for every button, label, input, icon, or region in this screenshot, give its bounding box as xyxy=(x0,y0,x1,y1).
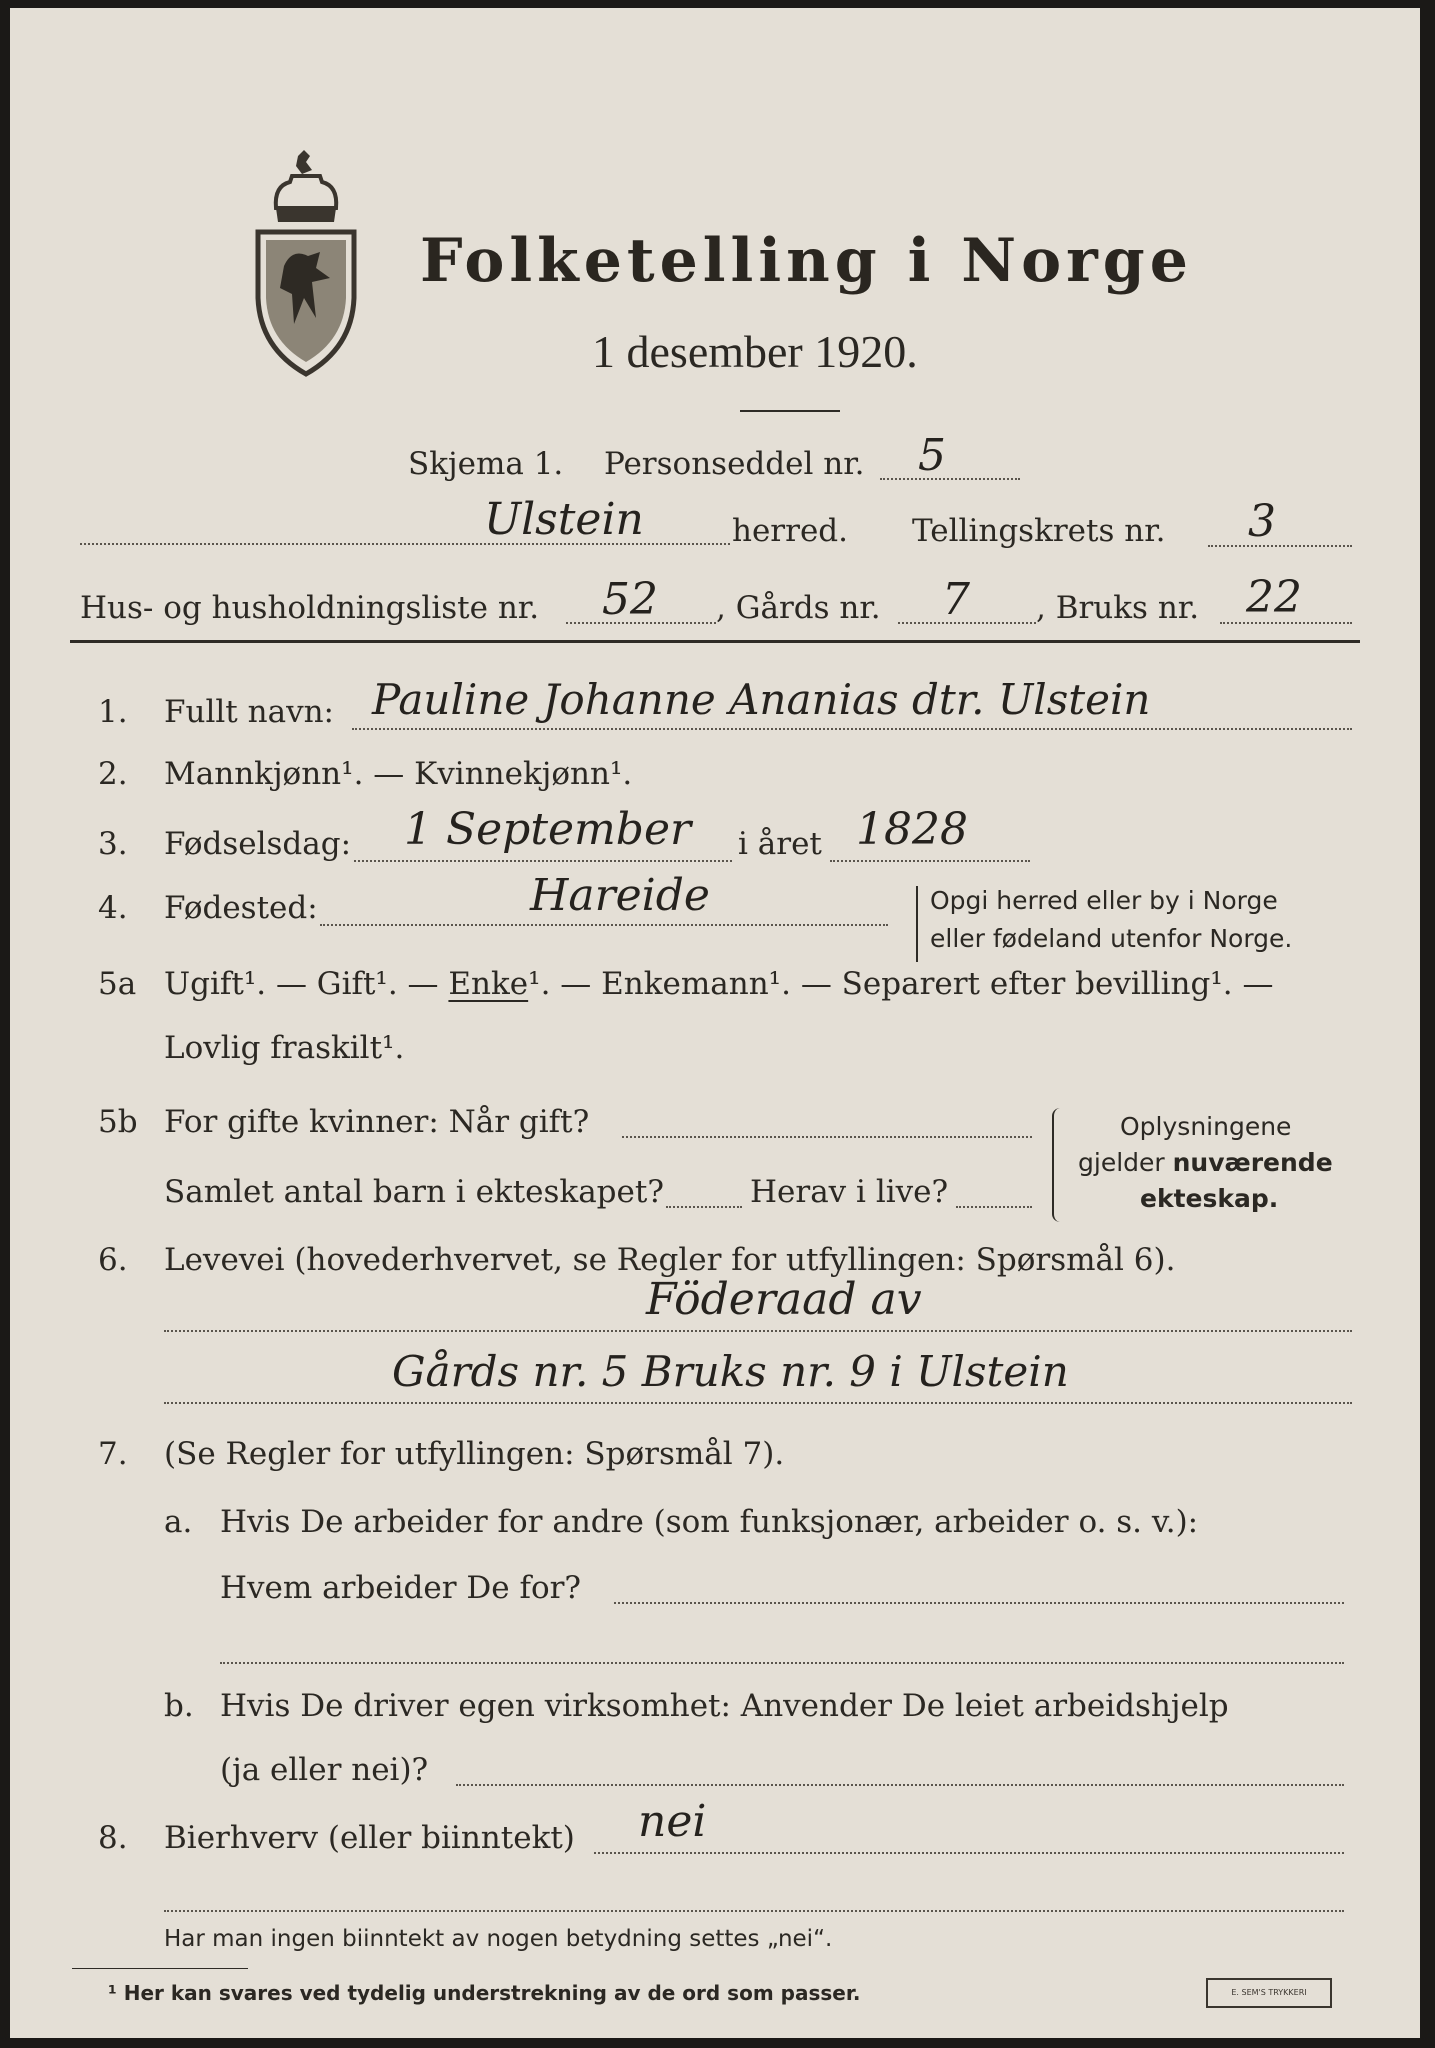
herred-label: herred. xyxy=(732,513,848,549)
q7a-line1: Hvis De arbeider for andre (som funksjonær, arbeider o. s. v.): xyxy=(220,1504,1199,1540)
q5b-line2a: Samlet antal barn i ekteskapet? xyxy=(164,1174,664,1210)
personseddel-value: 5 xyxy=(918,430,946,481)
q1-value: Pauline Johanne Ananias dtr. Ulstein xyxy=(372,675,1151,724)
q5a-options-pre: Ugift¹. — Gift¹. — xyxy=(164,966,439,1002)
q6-field-2[interactable] xyxy=(164,1402,1352,1404)
q2-number: 2. xyxy=(98,756,128,792)
census-form xyxy=(10,8,1420,2038)
q8-number: 8. xyxy=(98,1820,128,1856)
q8-field-1[interactable] xyxy=(594,1852,1344,1854)
q5b-alive-field[interactable] xyxy=(956,1206,1032,1208)
q7a-field-1[interactable] xyxy=(614,1602,1344,1604)
q1-number: 1. xyxy=(98,694,128,730)
q7b-number: b. xyxy=(164,1688,194,1724)
q4-number: 4. xyxy=(98,890,128,926)
q3-number: 3. xyxy=(98,826,128,862)
gards-value: 7 xyxy=(942,574,970,625)
personseddel-field[interactable] xyxy=(880,478,1020,480)
q1-label: Fullt navn: xyxy=(164,694,334,730)
q5a-line1 xyxy=(164,966,1273,1002)
bruks-value: 22 xyxy=(1246,572,1302,623)
herred-value: Ulstein xyxy=(484,494,644,545)
q3-date-field[interactable] xyxy=(354,860,732,862)
q5b-note-2-pre: gjelder xyxy=(1078,1148,1165,1177)
q4-note-1: Opgi herred eller by i Norge xyxy=(930,886,1278,915)
footnote-rule xyxy=(72,1968,248,1969)
q5a-line2: Lovlig fraskilt¹. xyxy=(164,1030,405,1066)
q8-value: nei xyxy=(638,1796,707,1847)
q3-year-label: i året xyxy=(738,826,822,862)
q8-label: Bierhverv (eller biinntekt) xyxy=(164,1820,575,1856)
q1-field[interactable] xyxy=(352,728,1352,730)
title-divider xyxy=(740,410,840,412)
q5a-number: 5a xyxy=(98,966,137,1002)
tellingskrets-value: 3 xyxy=(1248,496,1276,547)
q3-value: 1 September xyxy=(404,804,692,855)
printer-stamp xyxy=(1206,1978,1332,2008)
q5b-note-2-bold: nuværende xyxy=(1172,1148,1333,1177)
q5b-note-3: ekteskap. xyxy=(1140,1184,1279,1213)
personseddel-label: Personseddel nr. xyxy=(604,446,865,482)
q5b-brace xyxy=(1052,1108,1062,1222)
printer-stamp-text: E. SEM'S TRYKKERI xyxy=(1231,1988,1307,1997)
husliste-value: 52 xyxy=(602,574,658,625)
husliste-label: Hus- og husholdningsliste nr. xyxy=(80,590,540,626)
q7a-number: a. xyxy=(164,1504,193,1540)
q8-field-2[interactable] xyxy=(164,1910,1344,1912)
q4-note-2: eller fødeland utenfor Norge. xyxy=(930,924,1293,953)
footnote: ¹ Her kan svares ved tydelig understrekning av de ord som passer. xyxy=(108,1981,861,2005)
q7a-field-2[interactable] xyxy=(220,1662,1344,1664)
tellingskrets-field[interactable] xyxy=(1208,545,1352,547)
form-title: Folketelling i Norge xyxy=(420,226,1193,296)
q5a-enke-underlined: Enke xyxy=(448,966,529,1002)
q5b-line2b: Herav i live? xyxy=(750,1174,949,1210)
q6-field-1[interactable] xyxy=(164,1330,1352,1332)
q3-year-value: 1828 xyxy=(856,804,968,855)
q5a-options-post: ¹. — Enkemann¹. — Separert efter bevilling¹. — xyxy=(528,966,1274,1002)
q4-label: Fødested: xyxy=(164,890,318,926)
q6-value-1: Föderaad av xyxy=(646,1274,922,1325)
q5b-note-1: Oplysningene xyxy=(1120,1112,1292,1141)
q4-field[interactable] xyxy=(320,924,888,926)
header-rule xyxy=(70,640,1360,643)
skjema-label: Skjema 1. xyxy=(408,446,564,482)
tellingskrets-label: Tellingskrets nr. xyxy=(912,513,1166,549)
bruks-label: , Bruks nr. xyxy=(1036,590,1200,626)
q4-value: Hareide xyxy=(530,870,710,921)
q7a-line2: Hvem arbeider De for? xyxy=(220,1570,582,1606)
q7b-field[interactable] xyxy=(456,1784,1344,1786)
q7b-line1: Hvis De driver egen virksomhet: Anvender De leiet arbeidshjelp xyxy=(220,1688,1229,1724)
q5b-number: 5b xyxy=(98,1104,138,1140)
q2-label: Mannkjønn¹. — Kvinnekjønn¹. xyxy=(164,756,633,792)
q7-label: (Se Regler for utfyllingen: Spørsmål 7). xyxy=(164,1436,785,1472)
q5b-married-field[interactable] xyxy=(622,1136,1032,1138)
q5b-note-2 xyxy=(1078,1148,1333,1178)
q5b-children-field[interactable] xyxy=(666,1206,742,1208)
q7-number: 7. xyxy=(98,1436,128,1472)
footer-note: Har man ingen biinntekt av nogen betydning settes „nei“. xyxy=(164,1926,833,1952)
q7b-line2: (ja eller nei)? xyxy=(220,1752,429,1788)
q3-label: Fødselsdag: xyxy=(164,826,352,862)
q4-brace xyxy=(916,886,924,962)
q6-number: 6. xyxy=(98,1242,128,1278)
gards-label: , Gårds nr. xyxy=(716,590,881,626)
q6-label: Levevei (hovederhvervet, se Regler for utfyllingen: Spørsmål 6). xyxy=(164,1242,1176,1278)
q6-value-2: Gårds nr. 5 Bruks nr. 9 i Ulstein xyxy=(392,1347,1069,1396)
census-date: 1 desember 1920. xyxy=(592,326,918,377)
q5b-line1: For gifte kvinner: Når gift? xyxy=(164,1104,590,1140)
coat-of-arms-emblem xyxy=(246,148,366,380)
q3-year-field[interactable] xyxy=(830,860,1030,862)
